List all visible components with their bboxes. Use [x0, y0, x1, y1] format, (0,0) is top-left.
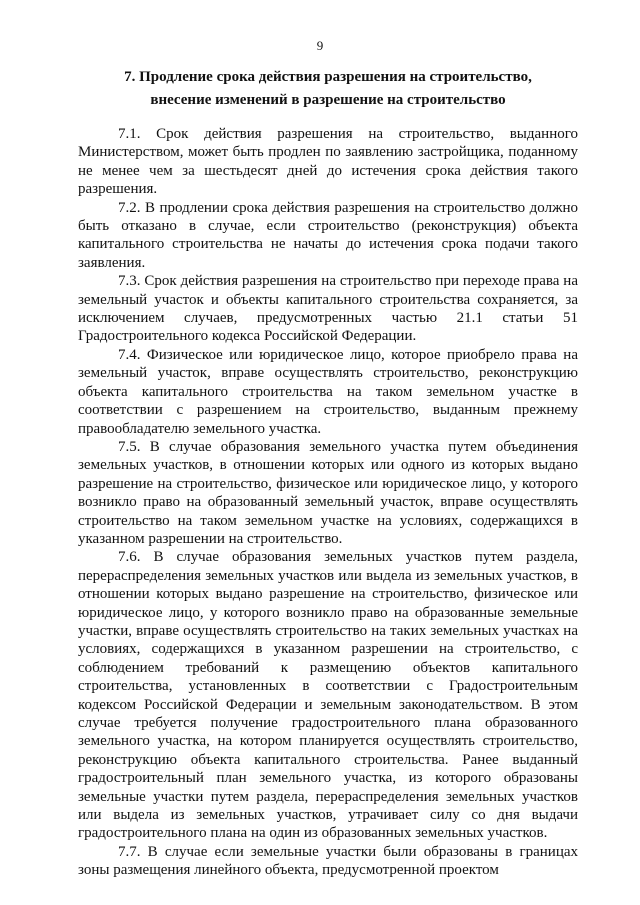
paragraph-7-6: 7.6. В случае образования земельных участков путем раздела, перераспределения земельных участков или выдела из земельных участков, в отношении которых выдано разрешение на строительство, физическое или юридическое лицо, у которого возникло право на образованные земельные участки, вправе осуществлять строительство на таких земельных участках на условиях, содержащихся в указанном разрешении на строительство, с соблюдением требований к размещению объектов капитального строительства, установленных в соответствии с Градостроительным кодексом Российской Федерации и земельным законодательством. В этом случае требуется получение градостроительного плана образованного земельного участка, на котором планируется осуществлять строительство, реконструкцию объекта капитального строительства. Ранее выданный градостроительный план земельного участка, из которого образованы земельные участки путем раздела, перераспределения земельных участков или выдела из земельных участков, утрачивает силу со дня выдачи градостроительного плана на один из образованных земельных участков. [78, 549, 578, 842]
paragraph-7-1: 7.1. Срок действия разрешения на строительство, выданного Министерством, может быть продлен по заявлению застройщика, поданному не менее чем за шестьдесят дней до истечения срока действия такого разрешения. [78, 126, 578, 198]
paragraph-7-4: 7.4. Физическое или юридическое лицо, которое приобрело права на земельный участок, вправе осуществлять строительство, реконструкцию объекта капитального строительства на таком земельном участке в соответствии с разрешением на строительство, выданным прежнему правообладателю земельного участка. [78, 346, 578, 437]
page-number: 9 [316, 38, 324, 53]
section-body [78, 125, 578, 880]
paragraph-7-3: 7.3. Срок действия разрешения на строительство при переходе права на земельный участок и объекты капитального строительства сохраняется, за исключением случаев, предусмотренных частью 21.1 статьи 51 Градостроительного кодекса Российской Федерации. [78, 273, 578, 345]
paragraph-7-7: 7.7. В случае если земельные участки были образованы в границах зоны размещения линейного объекта, предусмотренной проектом [78, 843, 578, 879]
paragraph-7-5: 7.5. В случае образования земельного участка путем объединения земельных участков, в отношении которых или одного из которых выдано разрешение на строительство, физическое или юридическое лицо, у которого возникло право на образованный земельный участок, вправе осуществлять строительство на таком земельном участке на условиях, содержащихся в указанном разрешении на строительство. [78, 438, 578, 547]
section-title-line-1: 7. Продление срока действия разрешения на строительство, [124, 69, 532, 85]
paragraph-7-2: 7.2. В продлении срока действия разрешения на строительство должно быть отказано в случае, если строительство (реконструкция) объекта капитального строительства не начаты до истечения срока подачи такого заявления. [78, 199, 578, 271]
section-title-line-2: внесение изменений в разрешение на строительство [150, 92, 506, 108]
section-title [78, 66, 578, 112]
